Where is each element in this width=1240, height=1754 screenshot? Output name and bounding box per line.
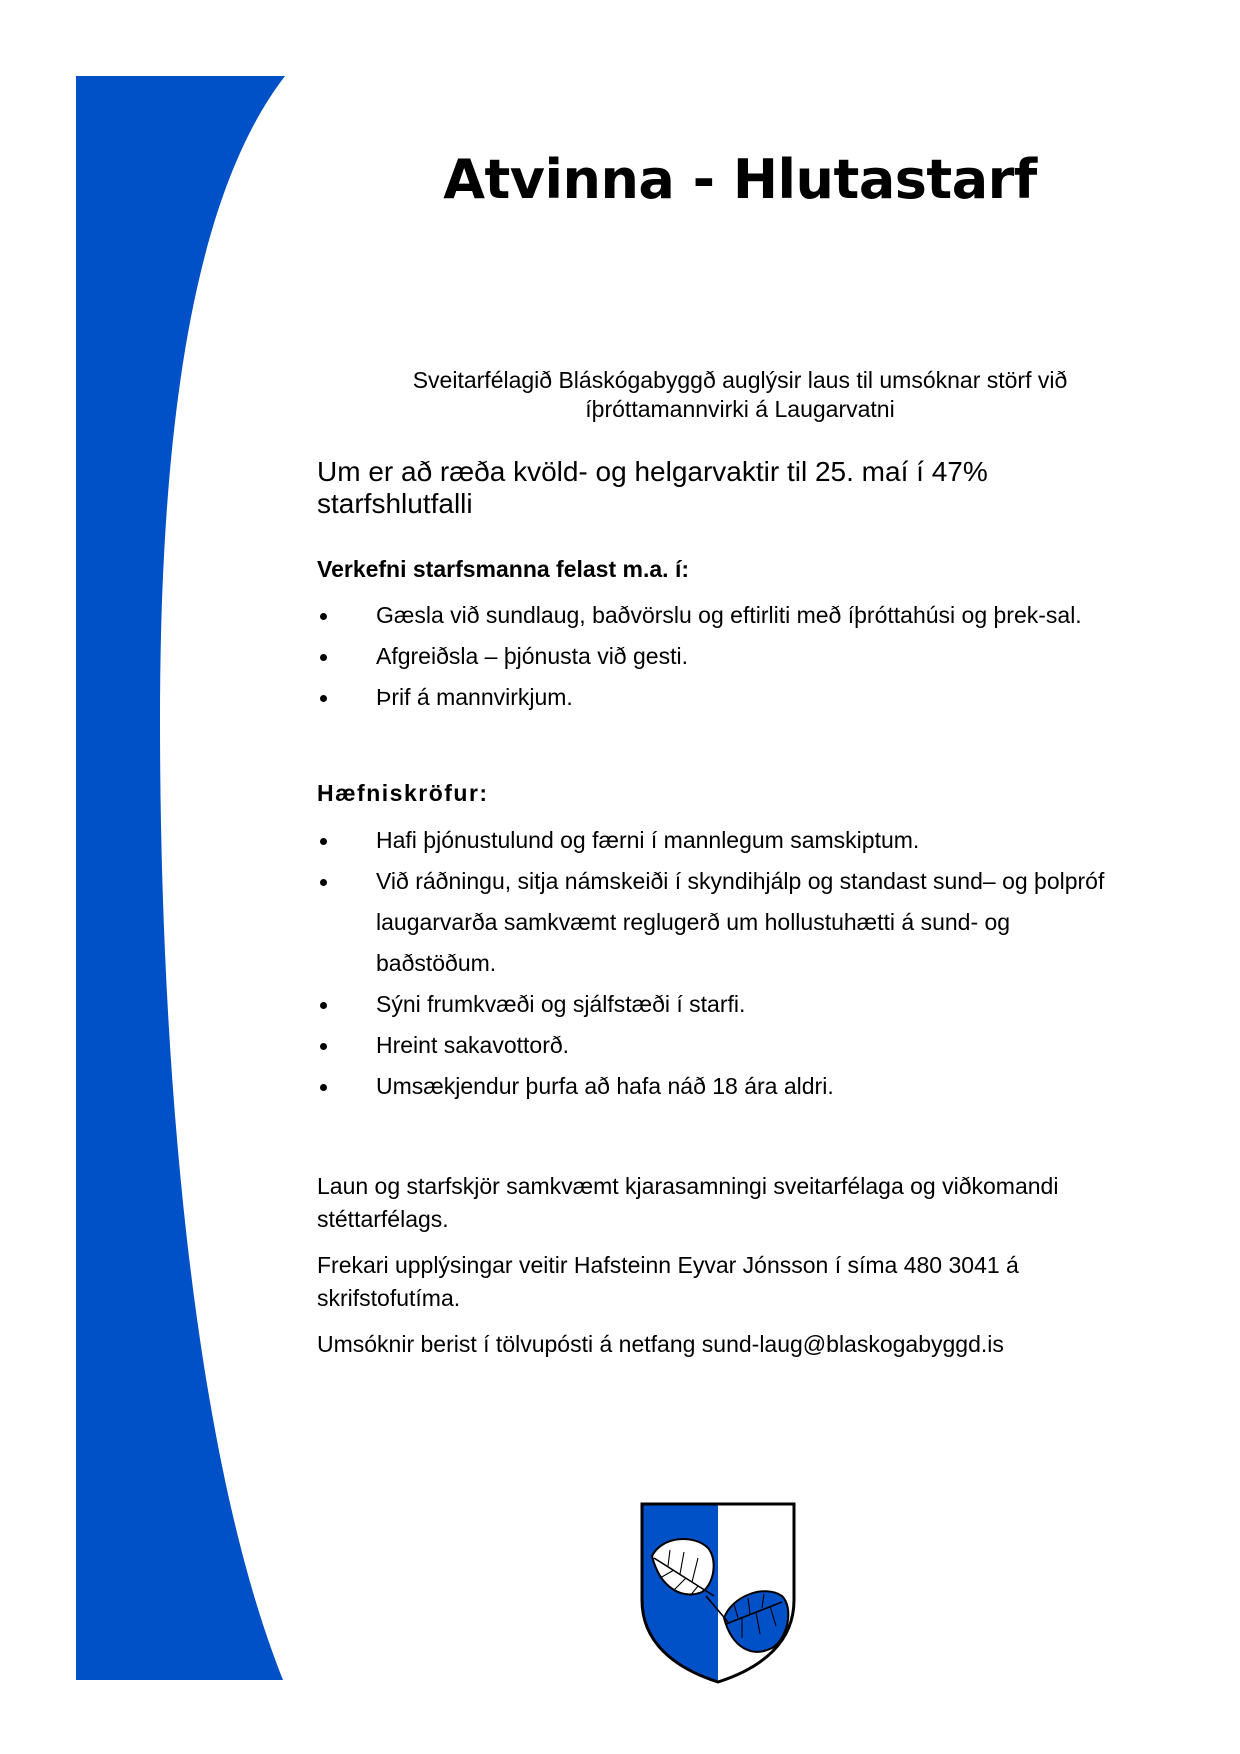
list-item [317, 1025, 1127, 1066]
bullet-icon [320, 695, 327, 702]
list-item-text: Gæsla við sundlaug, baðvörslu og eftirliti með íþróttahúsi og þrek-sal. [376, 602, 1082, 628]
requirements-list [317, 820, 1127, 1107]
list-item [317, 1066, 1127, 1107]
bullet-icon [320, 1043, 327, 1050]
list-item [317, 861, 1127, 984]
contact-info-text: Frekari upplýsingar veitir Hafsteinn Eyvar Jónsson í síma 480 3041 á skrifstofutíma. [317, 1252, 1019, 1311]
list-item [317, 677, 1127, 718]
lead-text: Um er að ræða kvöld- og helgarvaktir til 25. maí í 47% starfshlutfalli [317, 456, 988, 519]
wages-text: Laun og starfskjör samkvæmt kjarasamningi sveitarfélaga og viðkomandi stéttarfélags. [317, 1173, 1059, 1232]
coat-of-arms-icon [638, 1500, 798, 1685]
tasks-heading: Verkefni starfsmanna felast m.a. í: [317, 556, 689, 582]
list-item [317, 595, 1127, 636]
list-item-text: Þrif á mannvirkjum. [376, 684, 573, 710]
list-item [317, 820, 1127, 861]
list-item-text: Sýni frumkvæði og sjálfstæði í starfi. [376, 991, 746, 1017]
application-text: Umsóknir berist í tölvupósti á netfang sund-laug@blaskogabyggd.is [317, 1331, 1004, 1357]
list-item-text: Við ráðningu, sitja námskeiði í skyndihjálp og standast sund– og þolpróf laugarvarða samkvæmt reglugerð um hollustuhætti á sund- og baðstöðum. [376, 868, 1105, 976]
bullet-icon [320, 1084, 327, 1091]
list-item [317, 984, 1127, 1025]
list-item-text: Afgreiðsla – þjónusta við gesti. [376, 643, 688, 669]
decorative-blue-band [0, 0, 290, 1754]
list-item-text: Hreint sakavottorð. [376, 1032, 570, 1058]
tasks-list [317, 595, 1127, 718]
intro-text: Sveitarfélagið Bláskógabyggð auglýsir laus til umsóknar störf við íþróttamannvirki á Laugarvatni [412, 367, 1068, 422]
list-item-text: Umsækjendur þurfa að hafa náð 18 ára aldri. [376, 1073, 834, 1099]
bullet-icon [320, 1002, 327, 1009]
list-item-text: Hafi þjónustulund og færni í mannlegum samskiptum. [376, 827, 920, 853]
bullet-icon [320, 613, 327, 620]
bullet-icon [320, 838, 327, 845]
bullet-icon [320, 654, 327, 661]
blue-curve-shape [76, 76, 285, 1680]
requirements-heading: Hæfniskröfur: [317, 780, 489, 806]
bullet-icon [320, 879, 327, 886]
page-title: Atvinna - Hlutastarf [443, 148, 1037, 211]
list-item [317, 636, 1127, 677]
